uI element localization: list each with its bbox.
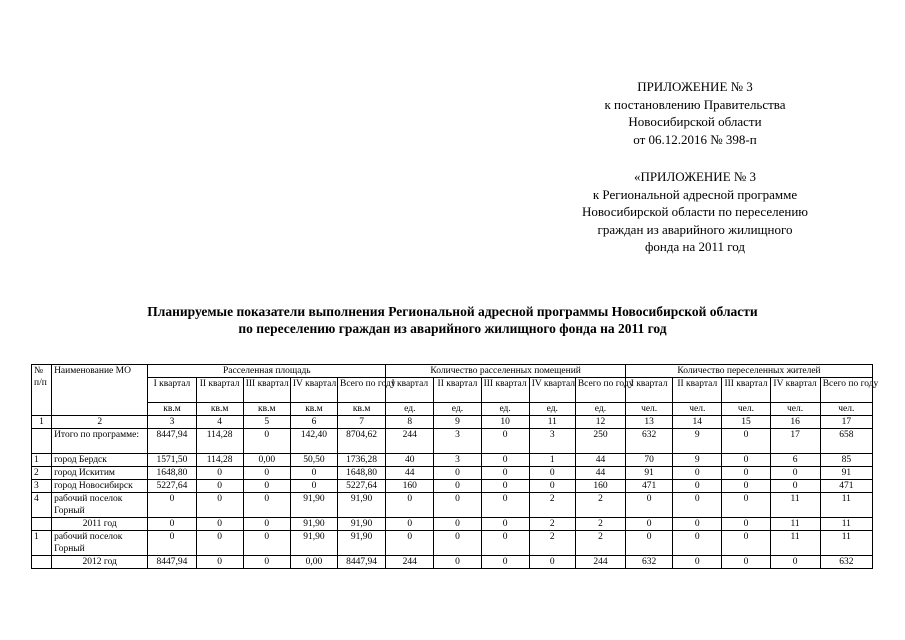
row-value: 0,00: [290, 556, 337, 569]
row-value: 0: [770, 556, 820, 569]
row-mo-name: город Бердск: [52, 454, 148, 467]
table-body: [32, 429, 873, 569]
header-period: II квартал: [673, 378, 722, 403]
row-value: 0: [196, 518, 243, 531]
row-value: 0: [481, 556, 529, 569]
row-value: 2: [529, 493, 575, 518]
column-number: 16: [770, 416, 820, 429]
column-number: 11: [529, 416, 575, 429]
appendix-line: к постановлению Правительства: [604, 96, 786, 112]
header-column-numbers: [32, 416, 873, 429]
row-value: 0: [434, 518, 481, 531]
row-value: 11: [770, 518, 820, 531]
program-appendix-line: граждан из аварийного жилищного: [597, 221, 793, 237]
row-value: 3: [529, 429, 575, 454]
row-value: 91,90: [290, 531, 337, 556]
row-value: 0: [243, 493, 290, 518]
row-value: 471: [820, 480, 872, 493]
program-appendix-line: фонда на 2011 год: [644, 239, 745, 254]
row-value: 0: [673, 493, 722, 518]
row-value: 1648,80: [148, 467, 196, 480]
row-mo-name: Итого по программе:: [52, 429, 148, 454]
program-appendix-line: Новосибирской области по переселению: [581, 204, 808, 219]
row-value: 2: [575, 531, 625, 556]
header-period: I квартал: [626, 378, 673, 403]
row-value: 3: [434, 454, 481, 467]
row-value: 160: [386, 480, 434, 493]
row-value: 0: [481, 493, 529, 518]
row-value: 0: [243, 556, 290, 569]
header-group-area: Расселенная площадь: [148, 365, 386, 378]
row-value: 0: [386, 531, 434, 556]
column-number: 13: [626, 416, 673, 429]
row-value: 6: [770, 454, 820, 467]
row-value: 0: [722, 531, 770, 556]
row-value: 250: [575, 429, 625, 454]
row-value: 0: [529, 480, 575, 493]
header-period: II квартал: [196, 378, 243, 403]
row-value: 9: [673, 429, 722, 454]
row-num: 1: [32, 454, 52, 467]
row-value: 11: [770, 493, 820, 518]
row-value: 1648,80: [338, 467, 386, 480]
row-value: 0: [673, 480, 722, 493]
header-period: Всего по году: [338, 378, 386, 403]
row-value: 0: [196, 480, 243, 493]
column-number: 3: [148, 416, 196, 429]
row-value: 91,90: [338, 518, 386, 531]
row-value: 0: [722, 556, 770, 569]
header-period: IV квартал: [770, 378, 820, 403]
row-value: 0: [722, 493, 770, 518]
row-value: 11: [820, 531, 872, 556]
row-value: 8704,62: [338, 429, 386, 454]
table-row: [32, 480, 873, 493]
row-value: 0: [196, 467, 243, 480]
row-value: 0: [673, 556, 722, 569]
row-value: 17: [770, 429, 820, 454]
header-period: III квартал: [481, 378, 529, 403]
row-value: 50,50: [290, 454, 337, 467]
table-row: [32, 467, 873, 480]
row-num: 1: [32, 531, 52, 556]
row-mo-name: 2011 год: [52, 518, 148, 531]
row-value: 44: [575, 454, 625, 467]
row-value: 70: [626, 454, 673, 467]
row-mo-name: город Новосибирск: [52, 480, 148, 493]
row-value: 0: [481, 454, 529, 467]
row-value: 8447,94: [148, 429, 196, 454]
table-row: [32, 454, 873, 467]
row-value: 244: [575, 556, 625, 569]
header-unit: чел.: [820, 403, 872, 416]
row-value: 658: [820, 429, 872, 454]
header-group-residents: Количество переселенных жителей: [626, 365, 873, 378]
row-value: 91,90: [338, 531, 386, 556]
column-number: 10: [481, 416, 529, 429]
row-num: [32, 556, 52, 569]
row-mo-name: 2012 год: [52, 556, 148, 569]
row-value: 0: [529, 556, 575, 569]
row-value: 0: [481, 480, 529, 493]
row-value: 632: [626, 429, 673, 454]
row-value: 0: [148, 531, 196, 556]
column-number: 14: [673, 416, 722, 429]
row-value: 0: [434, 467, 481, 480]
row-value: 142,40: [290, 429, 337, 454]
row-value: 632: [626, 556, 673, 569]
row-value: 0: [481, 429, 529, 454]
header-unit: ед.: [481, 403, 529, 416]
title-line-1: Планируемые показатели выполнения Региональной адресной программы Новосибирской области: [147, 304, 758, 319]
row-value: 0: [481, 467, 529, 480]
row-value: 0: [673, 467, 722, 480]
row-value: 40: [386, 454, 434, 467]
appendix-block: [500, 78, 890, 148]
row-value: 160: [575, 480, 625, 493]
row-value: 632: [820, 556, 872, 569]
row-value: 0: [529, 467, 575, 480]
column-number: 4: [196, 416, 243, 429]
document-title: [0, 303, 905, 337]
header-mo: Наименование МО: [52, 365, 148, 416]
row-num: [32, 518, 52, 531]
row-value: 0: [626, 493, 673, 518]
indicators-table: [31, 364, 879, 569]
row-value: 5227,64: [338, 480, 386, 493]
row-value: 0: [722, 429, 770, 454]
row-value: 91: [626, 467, 673, 480]
header-unit: кв.м: [290, 403, 337, 416]
row-value: 0: [673, 518, 722, 531]
header-unit: чел.: [722, 403, 770, 416]
header-unit: кв.м: [338, 403, 386, 416]
row-value: 0: [481, 518, 529, 531]
row-value: 11: [820, 518, 872, 531]
row-value: 0: [290, 480, 337, 493]
row-value: 11: [770, 531, 820, 556]
header-period: IV квартал: [290, 378, 337, 403]
row-value: 0: [481, 531, 529, 556]
row-value: 0: [722, 454, 770, 467]
row-value: 0,00: [243, 454, 290, 467]
row-value: 2: [529, 518, 575, 531]
program-appendix-line: к Региональной адресной программе: [592, 186, 798, 202]
header-period: I квартал: [148, 378, 196, 403]
row-value: 44: [575, 467, 625, 480]
header-group-premises: Количество расселенных помещений: [386, 365, 626, 378]
header-units-row: [32, 403, 873, 416]
row-mo-name: рабочий поселок Горный: [52, 493, 148, 518]
header-unit: ед.: [434, 403, 481, 416]
header-period: II квартал: [434, 378, 481, 403]
row-value: 0: [196, 556, 243, 569]
row-value: 0: [434, 480, 481, 493]
row-value: 2: [575, 493, 625, 518]
row-value: 44: [386, 467, 434, 480]
column-number: 5: [243, 416, 290, 429]
row-value: 0: [434, 531, 481, 556]
appendix-line: от 06.12.2016 № 398-п: [633, 131, 757, 147]
column-number: 15: [722, 416, 770, 429]
row-value: 0: [243, 467, 290, 480]
row-value: 2: [529, 531, 575, 556]
program-appendix-line: «ПРИЛОЖЕНИЕ № 3: [633, 169, 757, 184]
column-number: 1: [32, 416, 52, 429]
row-value: 0: [673, 531, 722, 556]
row-value: 0: [722, 480, 770, 493]
row-value: 0: [434, 493, 481, 518]
header-unit: ед.: [575, 403, 625, 416]
row-value: 11: [820, 493, 872, 518]
row-value: 0: [386, 493, 434, 518]
row-num: 3: [32, 480, 52, 493]
row-value: 0: [196, 531, 243, 556]
row-value: 0: [148, 493, 196, 518]
row-value: 0: [722, 518, 770, 531]
column-number: 9: [434, 416, 481, 429]
row-value: 8447,94: [338, 556, 386, 569]
column-number: 12: [575, 416, 625, 429]
header-unit: кв.м: [243, 403, 290, 416]
row-value: 0: [626, 518, 673, 531]
row-value: 0: [770, 480, 820, 493]
column-number: 17: [820, 416, 872, 429]
table-row: [32, 531, 873, 556]
column-number: 6: [290, 416, 337, 429]
row-value: 1736,28: [338, 454, 386, 467]
header-period: IV квартал: [529, 378, 575, 403]
row-value: 0: [434, 556, 481, 569]
row-value: 114,28: [196, 429, 243, 454]
row-num: [32, 429, 52, 454]
row-value: 8447,94: [148, 556, 196, 569]
row-value: 244: [386, 556, 434, 569]
row-value: 3: [434, 429, 481, 454]
row-value: 0: [386, 518, 434, 531]
row-value: 0: [243, 429, 290, 454]
row-value: 1: [529, 454, 575, 467]
header-unit: чел.: [673, 403, 722, 416]
row-value: 0: [196, 493, 243, 518]
header-subrow: [32, 378, 873, 403]
row-value: 9: [673, 454, 722, 467]
row-mo-name: рабочий поселок Горный: [52, 531, 148, 556]
header-num: № п/п: [32, 365, 52, 416]
program-appendix-block: [500, 168, 890, 256]
row-value: 0: [243, 480, 290, 493]
appendix-line: ПРИЛОЖЕНИЕ № 3: [637, 79, 753, 94]
table-row: [32, 556, 873, 569]
row-value: 244: [386, 429, 434, 454]
header-period: Всего по году: [820, 378, 872, 403]
column-number: 2: [52, 416, 148, 429]
header-unit: ед.: [529, 403, 575, 416]
column-number: 7: [338, 416, 386, 429]
row-value: 0: [243, 531, 290, 556]
row-value: 471: [626, 480, 673, 493]
row-num: 2: [32, 467, 52, 480]
row-value: 5227,64: [148, 480, 196, 493]
row-value: 85: [820, 454, 872, 467]
row-value: 0: [770, 467, 820, 480]
column-number: 8: [386, 416, 434, 429]
header-unit: ед.: [386, 403, 434, 416]
row-value: 0: [290, 467, 337, 480]
header-period: III квартал: [722, 378, 770, 403]
header-unit: чел.: [770, 403, 820, 416]
row-num: 4: [32, 493, 52, 518]
header-period: III квартал: [243, 378, 290, 403]
row-value: 91,90: [338, 493, 386, 518]
header-period: Всего по году: [575, 378, 625, 403]
table-header: [32, 365, 879, 429]
row-value: 1571,50: [148, 454, 196, 467]
row-value: 0: [722, 467, 770, 480]
row-value: 0: [243, 518, 290, 531]
row-value: 91: [820, 467, 872, 480]
table-row: [32, 518, 873, 531]
table-row: [32, 429, 873, 454]
header-unit: чел.: [626, 403, 673, 416]
title-line-2: по переселению граждан из аварийного жилищного фонда на 2011 год: [238, 321, 667, 336]
row-value: 0: [148, 518, 196, 531]
row-value: 91,90: [290, 493, 337, 518]
row-value: 0: [626, 531, 673, 556]
row-value: 2: [575, 518, 625, 531]
row-value: 114,28: [196, 454, 243, 467]
header-unit: кв.м: [148, 403, 196, 416]
appendix-line: Новосибирской области: [628, 114, 762, 129]
table-row: [32, 493, 873, 518]
header-period: I квартал: [386, 378, 434, 403]
row-value: 91,90: [290, 518, 337, 531]
row-mo-name: город Искитим: [52, 467, 148, 480]
header-unit: кв.м: [196, 403, 243, 416]
